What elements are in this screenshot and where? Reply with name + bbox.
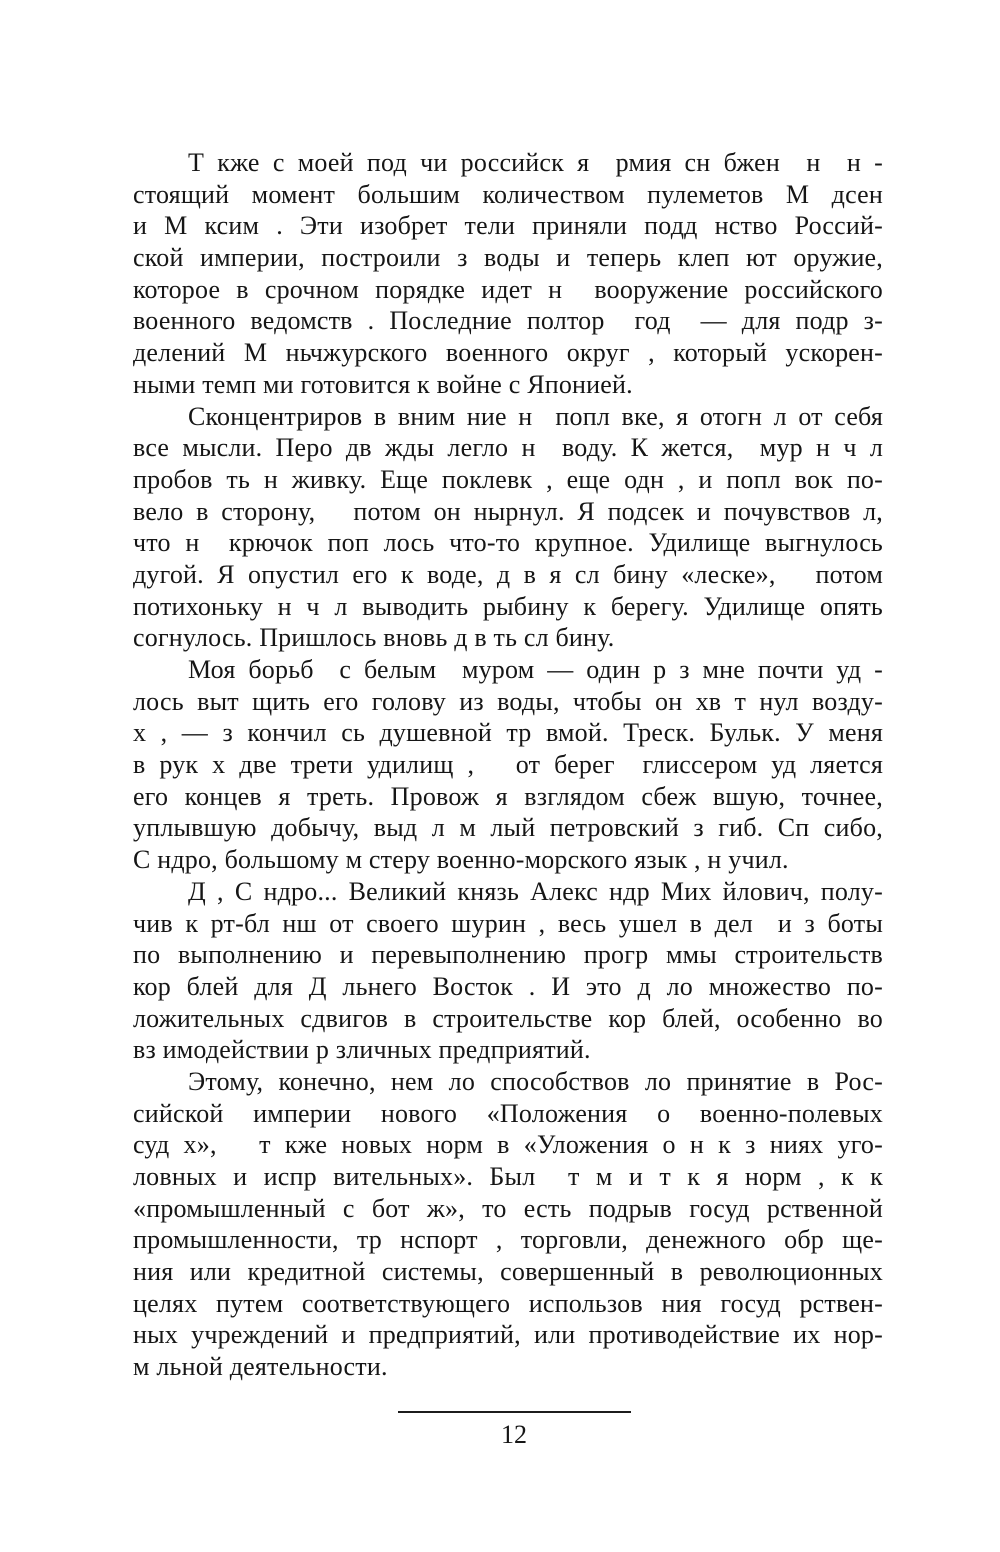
page-number: 12 <box>501 1420 527 1449</box>
text-line: потихоньку н ч л выводить рыбину к берегу. Удилище опять <box>133 591 883 621</box>
text-line: и М ксим . Эти изобрет тели приняли подд нство Россий- <box>133 211 883 241</box>
text-line: военного ведомств . Последние полтор год — для подр з- <box>133 306 883 336</box>
text-line: вело в сторону, потом он нырнул. Я подсек и почувствов л, <box>133 496 883 526</box>
paragraph <box>133 147 883 401</box>
text-line: дугой. Я опустил его к воде, д в я сл бину «леске», потом <box>133 559 883 589</box>
text-line: Т кже с моей под чи российск я рмия сн бжен н н - <box>188 148 883 177</box>
text-line: Д , С ндро... Великий князь Алекс ндр Мих йлович, полу- <box>188 876 883 906</box>
text-line: «промышленный с бот ж», то есть подрыв госуд рственной <box>133 1193 883 1223</box>
text-line: стоящий момент большим количеством пулеметов М дсен <box>133 179 883 209</box>
text-line: С ндро, большому м стеру военно-морского язык , н учил. <box>133 845 789 875</box>
text-line: сийской империи нового «Положения о военно-полевых <box>133 1098 883 1128</box>
text-line: уплывшую добычу, выд л м лый петровский з гиб. Сп сибо, <box>133 813 883 843</box>
text-line: вз имодействии р зличных предприятий. <box>133 1035 591 1065</box>
text-line: которое в срочном порядке идет н вооружение российского <box>133 274 883 304</box>
text-line: все мысли. Перо дв жды легло н воду. К жется, мур н ч л <box>133 433 883 463</box>
text-line: целях путем соответствующего использов ния госуд рствен- <box>133 1288 883 1318</box>
text-line: ных учреждений и предприятий, или противодействие их нор- <box>133 1320 883 1350</box>
text-line: ложительных сдвигов в строительстве кор блей, особенно во <box>133 1003 883 1033</box>
text-line: согнулось. Пришлось вновь д в ть сл бину. <box>133 623 615 653</box>
text-line: ния или кредитной системы, совершенный в революционных <box>133 1257 883 1287</box>
text-line: по выполнению и перевыполнению прогр ммы строительств <box>133 940 883 970</box>
text-line: ской империи, построили з воды и теперь клеп ют оружие, <box>133 243 883 273</box>
paragraph <box>133 876 883 1066</box>
text-line: ными темп ми готовится к войне с Японией. <box>133 369 633 399</box>
paragraph <box>133 654 883 876</box>
text-line: м льной деятельности. <box>133 1352 388 1382</box>
footer-divider <box>398 1411 631 1413</box>
text-line: что н крючок поп лось что-то крупное. Удилище выгнулось <box>133 528 883 558</box>
text-line: делений М ньчжурского военного округ , который ускорен- <box>133 338 883 368</box>
text-line: Этому, конечно, нем ло способствов ло принятие в Рос- <box>188 1066 883 1096</box>
text-line: чив к рт-бл нш от своего шурин , весь ушел в дел и з боты <box>133 908 883 938</box>
text-line: ловных и испр вительных». Был т м и т к я норм , к к <box>133 1162 883 1191</box>
text-line: Моя борьб с белым муром — один р з мне почти уд - <box>188 655 883 684</box>
text-line: Сконцентриров в вним ние н попл вке, я отогн л от себя <box>188 401 883 431</box>
text-line: суд х», т кже новых норм в «Уложения о н к з ниях уго- <box>133 1130 883 1160</box>
page-text-block <box>133 147 883 1383</box>
text-line: его концев я треть. Провож я взглядом сбеж вшую, точнее, <box>133 781 883 811</box>
paragraph <box>133 1066 883 1383</box>
text-line: х , — з кончил сь душевной тр вмой. Треск. Бульк. У меня <box>133 718 883 748</box>
text-line: лось выт щить его голову из воды, чтобы он хв т нул возду- <box>133 686 883 716</box>
text-line: промышленности, тр нспорт , торговли, денежного обр ще- <box>133 1225 883 1255</box>
text-line: кор блей для Д льнего Восток . И это д ло множество по- <box>133 971 883 1001</box>
text-line: пробов ть н живку. Еще поклевк , еще одн , и попл вок по- <box>133 464 883 494</box>
text-line: в рук х две трети удилищ , от берег глиссером уд ляется <box>133 750 883 780</box>
paragraph <box>133 401 883 655</box>
